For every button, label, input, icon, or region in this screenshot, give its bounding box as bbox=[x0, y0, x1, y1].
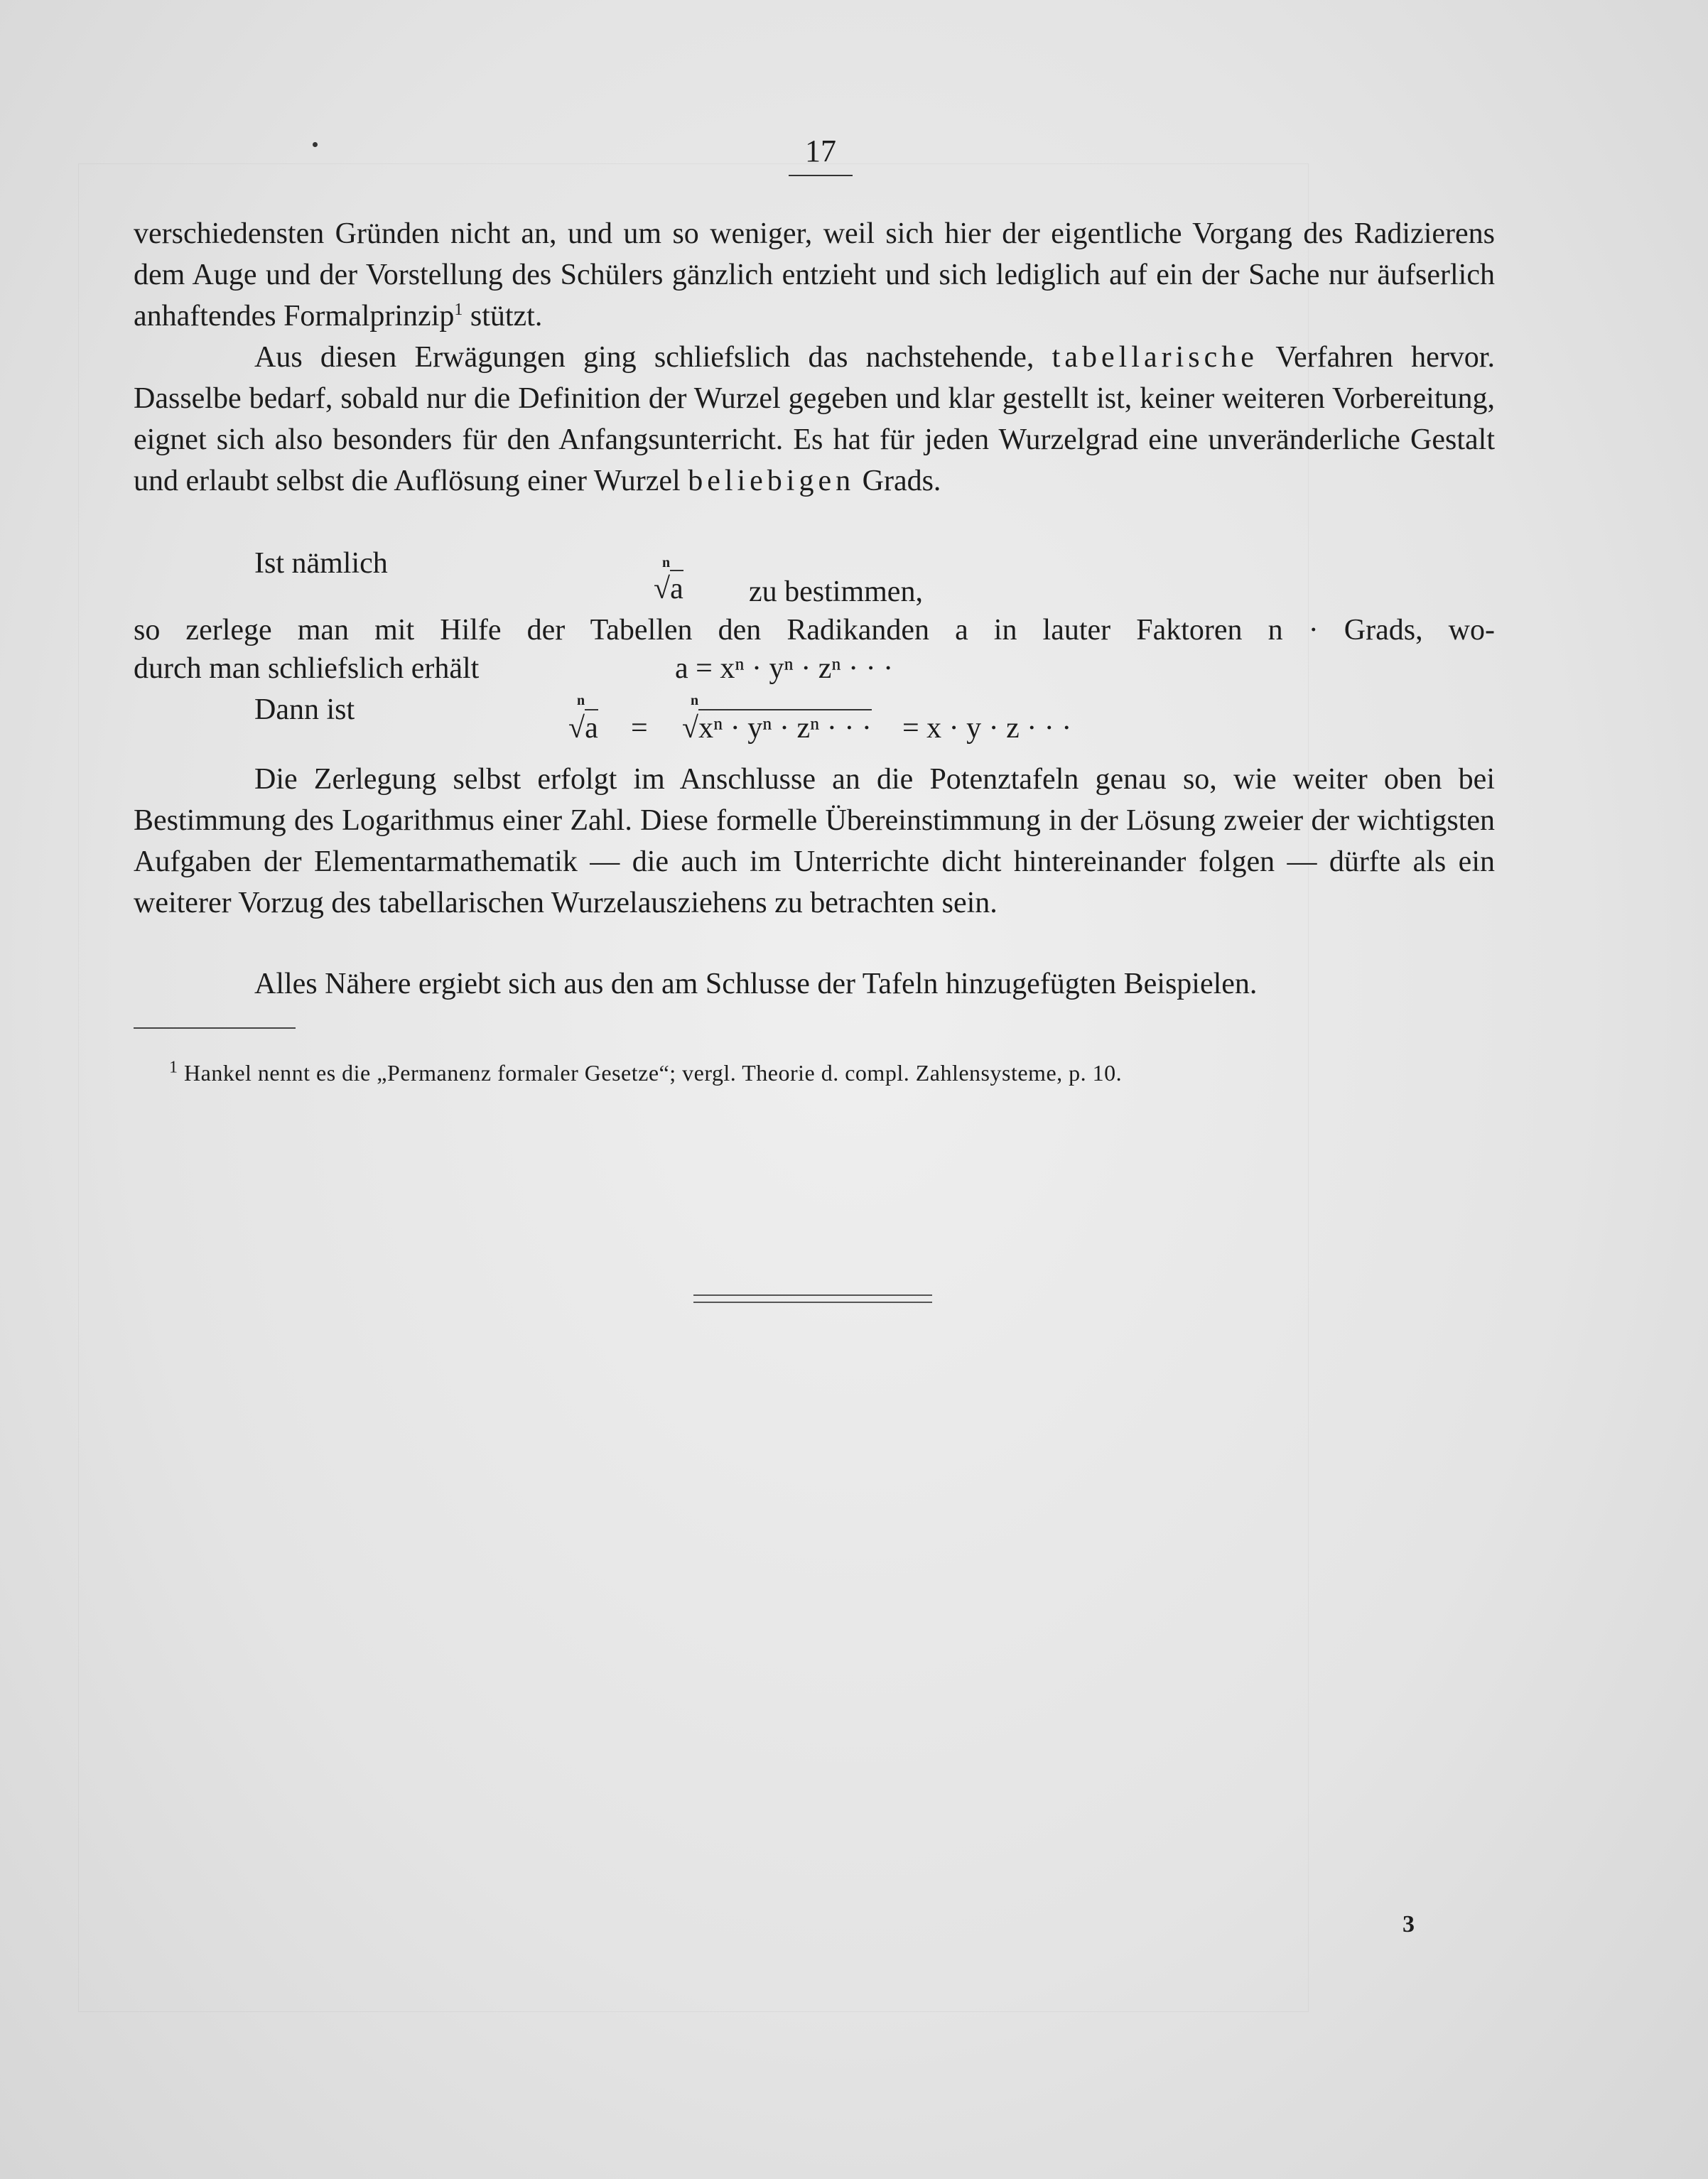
footnote bbox=[169, 1059, 1483, 1087]
result-root-index-lhs: n bbox=[577, 693, 585, 708]
result-equals: = bbox=[631, 712, 648, 745]
formula-intro-rest: zu bestimmen, bbox=[749, 575, 923, 608]
paragraph-2-text-b: Verfahren hervor. Dasselbe bedarf, sobald nur die Definition der Wurzel gegeben und klar gestellt ist, keiner weiteren Vorbereitung, eignet sich also besonders für den Anfangsunterricht. Es hat für jeden Wurzelgrad eine unveränderliche Gestalt und erlaubt selbst die Auflösung einer Wurzel bbox=[134, 341, 1495, 497]
result-root-index-mid: n bbox=[691, 693, 699, 708]
footnote-text: Hankel nennt es die „Permanenz formaler Gesetze“; vergl. Theorie d. compl. Zahlensysteme, p. 10. bbox=[178, 1060, 1123, 1086]
paragraph-2-text-a: Aus diesen Erwägungen ging schliefslich das nachstehende, bbox=[254, 341, 1052, 374]
emphasis-tabellarische: tabellarische bbox=[1052, 341, 1258, 374]
paragraph-1-text: verschiedensten Gründen nicht an, und um so weniger, weil sich hier der eigentliche Vorgang des Radizierens dem Auge und der Vorstellung des Schülers gänzlich entzieht und sich lediglich auf ein der Sache nur äufserlich anhaftendes Formalprinzip bbox=[134, 217, 1495, 332]
root-index: n bbox=[662, 555, 671, 571]
signature-mark: 3 bbox=[1402, 1911, 1415, 1937]
radicand: a bbox=[670, 570, 683, 605]
footnote-reference: 1 bbox=[454, 301, 463, 319]
decomposition-line-1: so zerlege man mit Hilfe der Tabellen den Radikanden a in lauter Faktoren n · Grads, wo- bbox=[134, 614, 1495, 647]
result-middle: √xⁿ · yⁿ · zⁿ · · · bbox=[682, 708, 872, 749]
paragraph-6: Die Zerlegung selbst erfolgt im Anschlusse an die Potenztafeln genau so, wie weiter oben bei Bestimmung des Logarithmus einer Zahl. Diese formelle Übereinstimmung in der Lösung zweier der wichtigsten Aufgaben der Elementarmathematik — die auch im Unterrichte dicht hintereinander folgen — dürfte als ein weiterer Vorzug des tabellarischen Wurzelausziehens zu betrachten sein. bbox=[134, 763, 1495, 919]
paragraph-7: Alles Nähere ergiebt sich aus den am Schlusse der Tafeln hinzugefügten Beispielen. bbox=[254, 968, 1258, 1000]
result-lhs: √a bbox=[568, 708, 598, 749]
result-lhs-radicand: a bbox=[585, 709, 598, 745]
ink-dot bbox=[313, 142, 318, 147]
result-label: Dann ist bbox=[254, 693, 355, 726]
footnote-marker: 1 bbox=[169, 1058, 178, 1077]
end-double-rule bbox=[693, 1294, 932, 1303]
paragraph-2-text-c: Grads. bbox=[855, 465, 941, 497]
decomposition-formula: a = xⁿ · yⁿ · zⁿ · · · bbox=[675, 652, 894, 685]
paragraph-1 bbox=[134, 213, 1495, 337]
result-rhs: = x · y · z · · · bbox=[902, 712, 1072, 745]
page-number: 17 bbox=[789, 134, 853, 176]
footnote-separator bbox=[134, 1027, 296, 1029]
root-expression: √a bbox=[654, 568, 683, 610]
emphasis-beliebigen: beliebigen bbox=[688, 465, 855, 497]
paragraph-2 bbox=[134, 337, 1495, 502]
formula-intro-label: Ist nämlich bbox=[254, 547, 388, 580]
result-middle-radicand: xⁿ · yⁿ · zⁿ · · · bbox=[698, 709, 872, 745]
decomposition-line-2: durch man schliefslich erhält bbox=[134, 652, 480, 685]
paragraph-1-end: stützt. bbox=[463, 300, 543, 332]
